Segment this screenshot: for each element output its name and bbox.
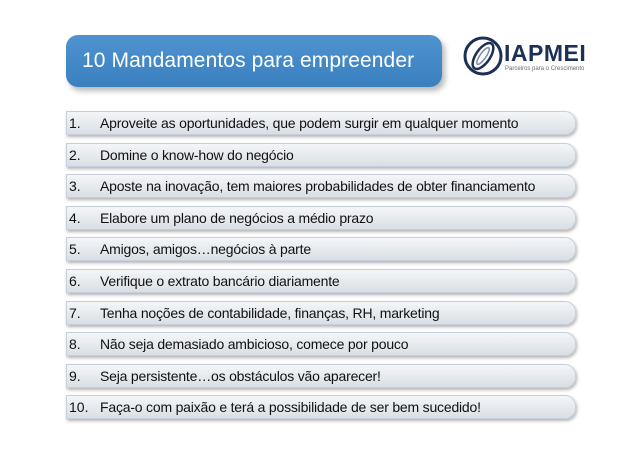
list-item — [66, 301, 576, 325]
item-number: 2. — [69, 146, 81, 163]
logo-tagline: Parceiros para o Crescimento — [505, 66, 585, 72]
item-text: Não seja demasiado ambicioso, comece por pouco — [100, 336, 409, 353]
list-item — [66, 174, 576, 198]
list-item — [66, 332, 576, 356]
item-text: Tenha noções de contabilidade, finanças, RH, marketing — [100, 304, 440, 321]
item-number: 9. — [69, 367, 81, 384]
item-number: 1. — [69, 115, 81, 131]
item-number: 4. — [69, 209, 81, 226]
item-number: 3. — [69, 178, 81, 195]
item-text: Domine o know-how do negócio — [100, 146, 294, 163]
item-text: Faça-o com paixão e terá a possibilidade de ser bem sucedido! — [100, 399, 481, 416]
item-text: Elabore um plano de negócios a médio prazo — [100, 209, 374, 226]
item-text: Aproveite as oportunidades, que podem surgir em qualquer momento — [100, 115, 519, 131]
list-item — [66, 237, 576, 261]
item-text: Amigos, amigos…negócios à parte — [100, 241, 311, 258]
item-text: Aposte na inovação, tem maiores probabilidades de obter financiamento — [100, 178, 536, 195]
logo-name: IAPMEI — [504, 40, 587, 66]
item-number: 6. — [69, 272, 81, 289]
list-item — [66, 395, 576, 419]
item-text: Verifique o extrato bancário diariamente — [100, 272, 340, 289]
item-text: Seja persistente…os obstáculos vão aparecer! — [100, 367, 381, 384]
page-title: 10 Mandamentos para empreender — [82, 49, 415, 72]
list-item — [66, 111, 576, 135]
list-item — [66, 206, 576, 230]
item-number: 5. — [69, 241, 81, 258]
item-number: 7. — [69, 304, 81, 321]
list-item — [66, 143, 576, 167]
commandments-list — [66, 111, 576, 427]
title-banner — [66, 35, 442, 87]
list-item — [66, 364, 576, 388]
list-item — [66, 269, 576, 293]
item-number: 8. — [69, 336, 81, 353]
item-number: 10. — [69, 399, 89, 416]
